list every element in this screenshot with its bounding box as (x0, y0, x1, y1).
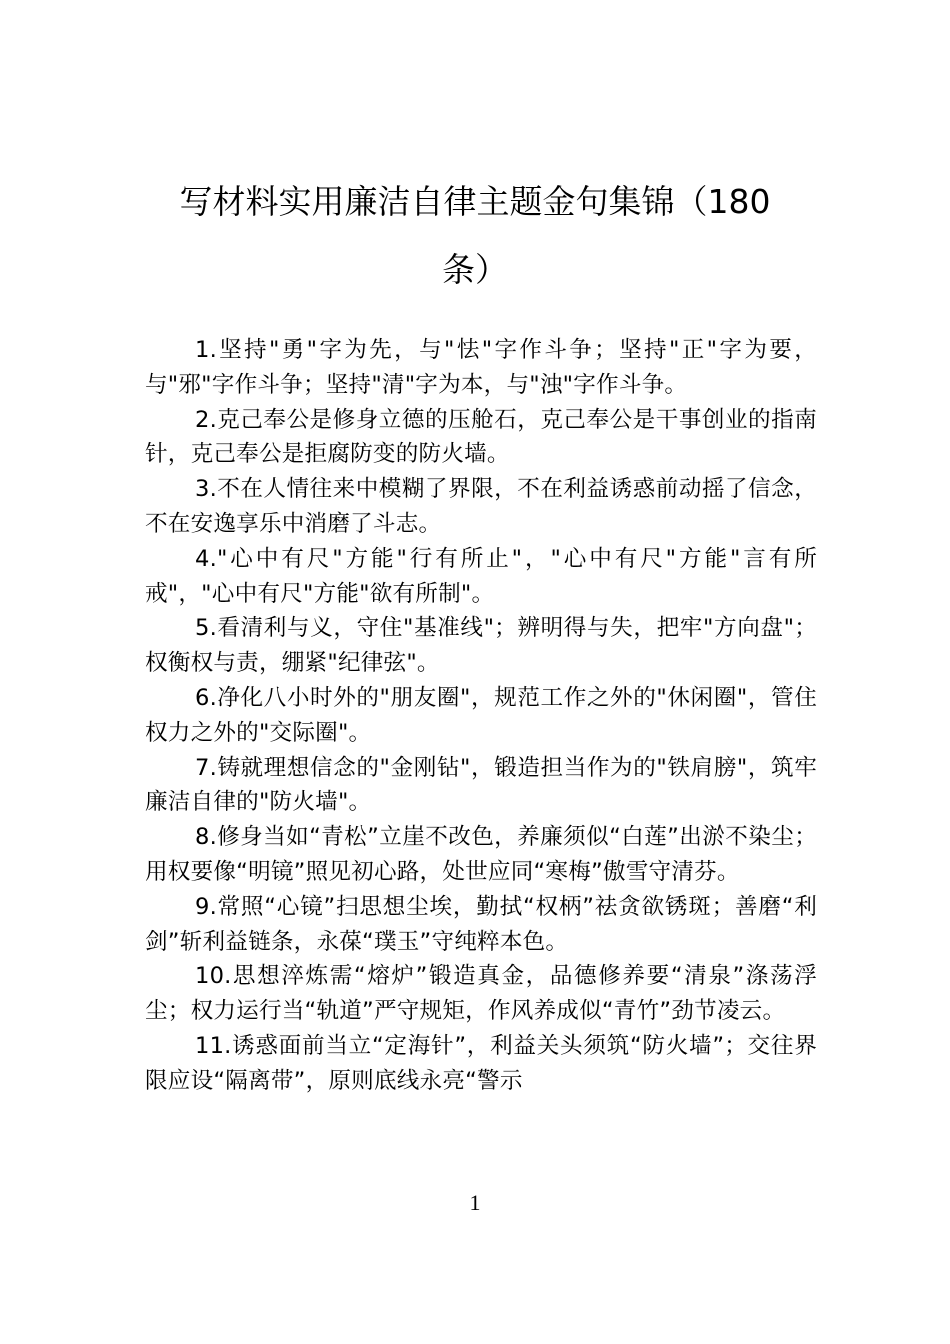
paragraph-7: 7.铸就理想信念的"金刚钻"，锻造担当作为的"铁肩膀"，筑牢廉洁自律的"防火墙"。 (145, 754, 817, 816)
paragraph-5: 5.看清利与义，守住"基准线"；辨明得与失，把牢"方向盘"；权衡权与责，绷紧"纪律弦"。 (145, 615, 817, 677)
paragraph-6: 6.净化八小时外的"朋友圈"，规范工作之外的"休闲圈"，管住权力之外的"交际圈"。 (145, 684, 817, 746)
paragraph-9: 9.常照“心镜”扫思想尘埃，勤拭“权柄”祛贪欲锈斑；善磨“利剑”斩利益链条，永葆“璞玉”守纯粹本色。 (145, 893, 817, 955)
title-line-1: 写材料实用廉洁自律主题金句集锦（180 (179, 182, 771, 221)
document-body (145, 333, 817, 1099)
paragraph-4: 4."心中有尺"方能"行有所止"，"心中有尺"方能"言有所戒"，"心中有尺"方能"欲有所制"。 (145, 545, 817, 607)
paragraph-1: 1.坚持"勇"字为先，与"怯"字作斗争；坚持"正"字为要，与"邪"字作斗争；坚持"清"字为本，与"浊"字作斗争。 (145, 337, 817, 398)
paragraph-11: 11.诱惑面前当立“定海针”，利益关头须筑“防火墙”；交往界限应设“隔离带”，原则底线永亮“警示 (145, 1032, 817, 1094)
paragraph-2: 2.克己奉公是修身立德的压舱石，克己奉公是干事创业的指南针，克己奉公是拒腐防变的防火墙。 (145, 406, 817, 468)
paragraph-10: 10.思想淬炼需“熔炉”锻造真金，品德修养要“清泉”涤荡浮尘；权力运行当“轨道”严守规矩，作风养成似“青竹”劲节凌云。 (145, 963, 817, 1025)
page-number: 1 (469, 1190, 481, 1215)
paragraph-8: 8.修身当如“青松”立崖不改色，养廉须似“白莲”出淤不染尘；用权要像“明镜”照见初心路，处世应同“寒梅”傲雪守清芬。 (145, 824, 817, 885)
paragraph-3: 3.不在人情往来中模糊了界限，不在利益诱惑前动摇了信念，不在安逸享乐中消磨了斗志。 (145, 476, 817, 537)
title-line-2: 条） (442, 250, 508, 289)
document-title (145, 168, 805, 304)
